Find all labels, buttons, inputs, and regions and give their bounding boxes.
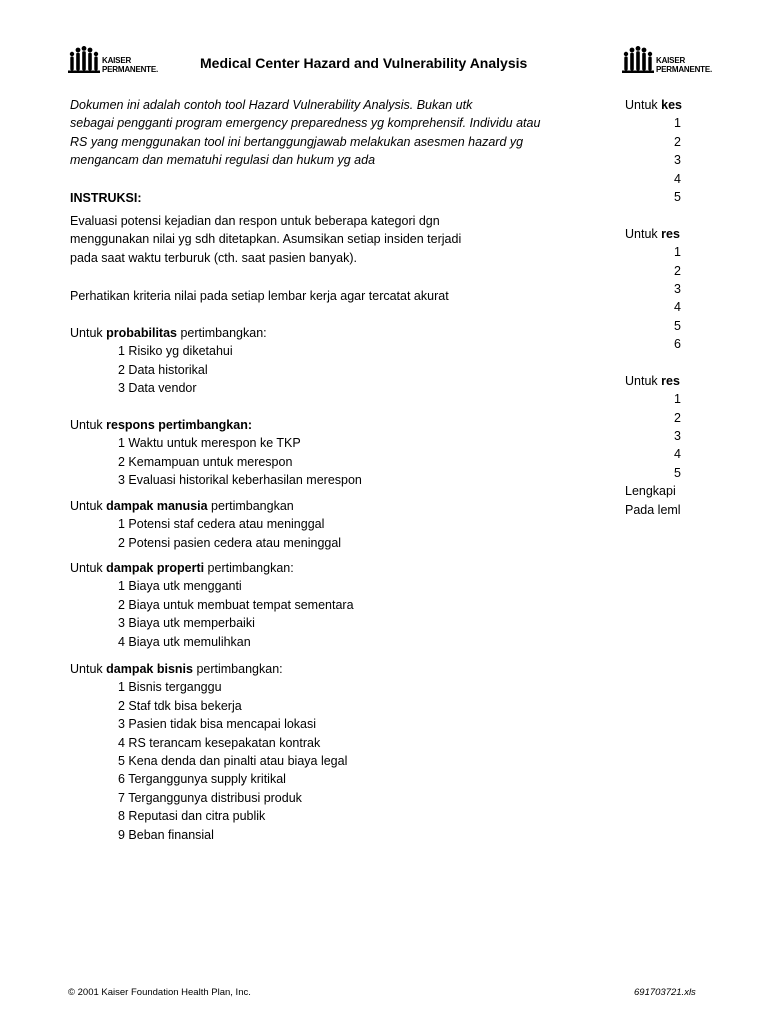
right-num: 4 [674,447,681,462]
heading-suffix: pertimbangkan: [176,326,267,340]
heading-bold: dampak manusia [106,499,208,513]
intro-line: mengancam dan mematuhi regulasi dan hukum yg ada [70,153,376,168]
instruksi-line: pada saat waktu terburuk (cth. saat pasien banyak). [70,250,357,265]
list-item: 3 Data vendor [118,381,197,396]
right-num: 3 [674,281,681,296]
kaiser-logo-icon [68,46,100,74]
intro-line: Dokumen ini adalah contoh tool Hazard Vulnerability Analysis. Bukan utk [70,98,473,112]
list-item: 2 Staf tdk bisa bekerja [118,698,242,713]
kaiser-logo-right [622,46,712,74]
footer-filename: 691703721.xls [634,987,696,998]
instruksi-line: menggunakan nilai yg sdh ditetapkan. Asumsikan setiap insiden terjadi [70,232,462,247]
list-item: 1 Biaya utk mengganti [118,579,242,594]
intro-line: sebagai pengganti program emergency preparedness yg komprehensif. Individu atau [70,116,541,131]
page-title: Medical Center Hazard and Vulnerability Analysis [200,55,528,71]
kaiser-logo-left [68,46,158,74]
heading-bold: probabilitas [106,326,177,340]
list-item: 1 Waktu untuk merespon ke TKP [118,436,301,451]
right-num: 1 [674,116,681,131]
right-num: 5 [674,318,681,333]
section-probabilitas [70,324,267,398]
logo-line2: PERMANENTE. [656,65,713,74]
list-item: 4 Biaya utk memulihkan [118,634,251,649]
list-item: 3 Evaluasi historikal keberhasilan merespon [118,473,362,488]
right-heading [625,96,687,114]
list-item: 6 Terganggunya supply kritikal [118,772,286,787]
right-spacer [625,353,687,371]
right-num: 3 [674,153,681,168]
right-num: 2 [674,134,681,149]
heading-suffix: pertimbangkan: [204,561,294,575]
heading-bold: res [661,226,680,241]
right-num: 4 [674,171,681,186]
heading-bold: kes [661,98,682,112]
heading-prefix: Untuk [70,418,107,432]
right-num: 5 [674,189,681,204]
right-heading [625,372,687,390]
right-pada-lembar: Pada leml [625,502,681,517]
kaiser-logo-icon [622,46,654,74]
right-num: 2 [674,410,681,425]
heading-prefix: Untuk [70,326,107,340]
right-heading [625,225,687,243]
logo-line1: KAISER [656,56,686,65]
right-num: 5 [674,465,681,480]
perhatikan-text: Perhatikan kriteria nilai pada setiap lembar kerja agar tercatat akurat [70,289,449,303]
heading-bold: res [661,373,680,388]
instruksi-block [70,212,461,267]
list-item: 8 Reputasi dan citra publik [118,809,266,824]
list-item: 7 Terganggunya distribusi produk [118,790,302,805]
instruksi-heading: INSTRUKSI: [70,191,142,205]
footer-copyright: © 2001 Kaiser Foundation Health Plan, Inc. [68,987,251,998]
logo-line2: PERMANENTE. [102,65,159,74]
section-dampak-bisnis [70,660,347,844]
list-item: 4 RS terancam kesepakatan kontrak [118,735,321,750]
intro-block [70,96,540,170]
list-item: 2 Biaya untuk membuat tempat sementara [118,597,354,612]
list-item: 3 Biaya utk memperbaiki [118,616,255,631]
right-num: 2 [674,263,681,278]
list-item: 9 Beban finansial [118,827,214,842]
right-num: 1 [674,245,681,260]
list-item: 1 Risiko yg diketahui [118,344,233,359]
section-heading [70,497,341,515]
heading-prefix: Untuk [70,561,107,575]
section-heading [70,324,267,342]
list-item: 1 Bisnis terganggu [118,680,222,695]
heading-bold: dampak bisnis [106,662,193,676]
right-column [625,96,687,519]
heading-prefix: Untuk [625,226,662,241]
right-lengkapi: Lengkapi [625,484,676,499]
right-num: 1 [674,392,681,407]
list-item: 2 Kemampuan untuk merespon [118,454,293,469]
right-num: 4 [674,300,681,315]
section-heading [70,416,362,434]
right-spacer [625,206,687,224]
logo-line1: KAISER [102,56,132,65]
right-num: 3 [674,429,681,444]
heading-suffix: pertimbangkan: [192,662,283,676]
section-dampak-manusia [70,497,341,552]
heading-suffix: pertimbangkan [207,499,294,513]
heading-bold: respons pertimbangkan: [106,418,253,432]
section-heading [70,660,347,678]
list-item: 1 Potensi staf cedera atau meninggal [118,517,325,532]
right-num: 6 [674,337,681,352]
heading-bold: dampak properti [106,561,205,575]
list-item: 3 Pasien tidak bisa mencapai lokasi [118,717,317,732]
list-item: 5 Kena denda dan pinalti atau biaya legal [118,753,348,768]
section-dampak-properti [70,559,354,651]
section-respons [70,416,362,490]
section-heading [70,559,354,577]
heading-prefix: Untuk [625,98,662,112]
intro-line: RS yang menggunakan tool ini bertanggungjawab melakukan asesmen hazard yg [70,134,524,149]
heading-prefix: Untuk [70,499,107,513]
list-item: 2 Potensi pasien cedera atau meninggal [118,535,342,550]
heading-prefix: Untuk [70,662,107,676]
instruksi-line: Evaluasi potensi kejadian dan respon untuk beberapa kategori dgn [70,214,440,228]
list-item: 2 Data historikal [118,362,208,377]
heading-prefix: Untuk [625,373,662,388]
